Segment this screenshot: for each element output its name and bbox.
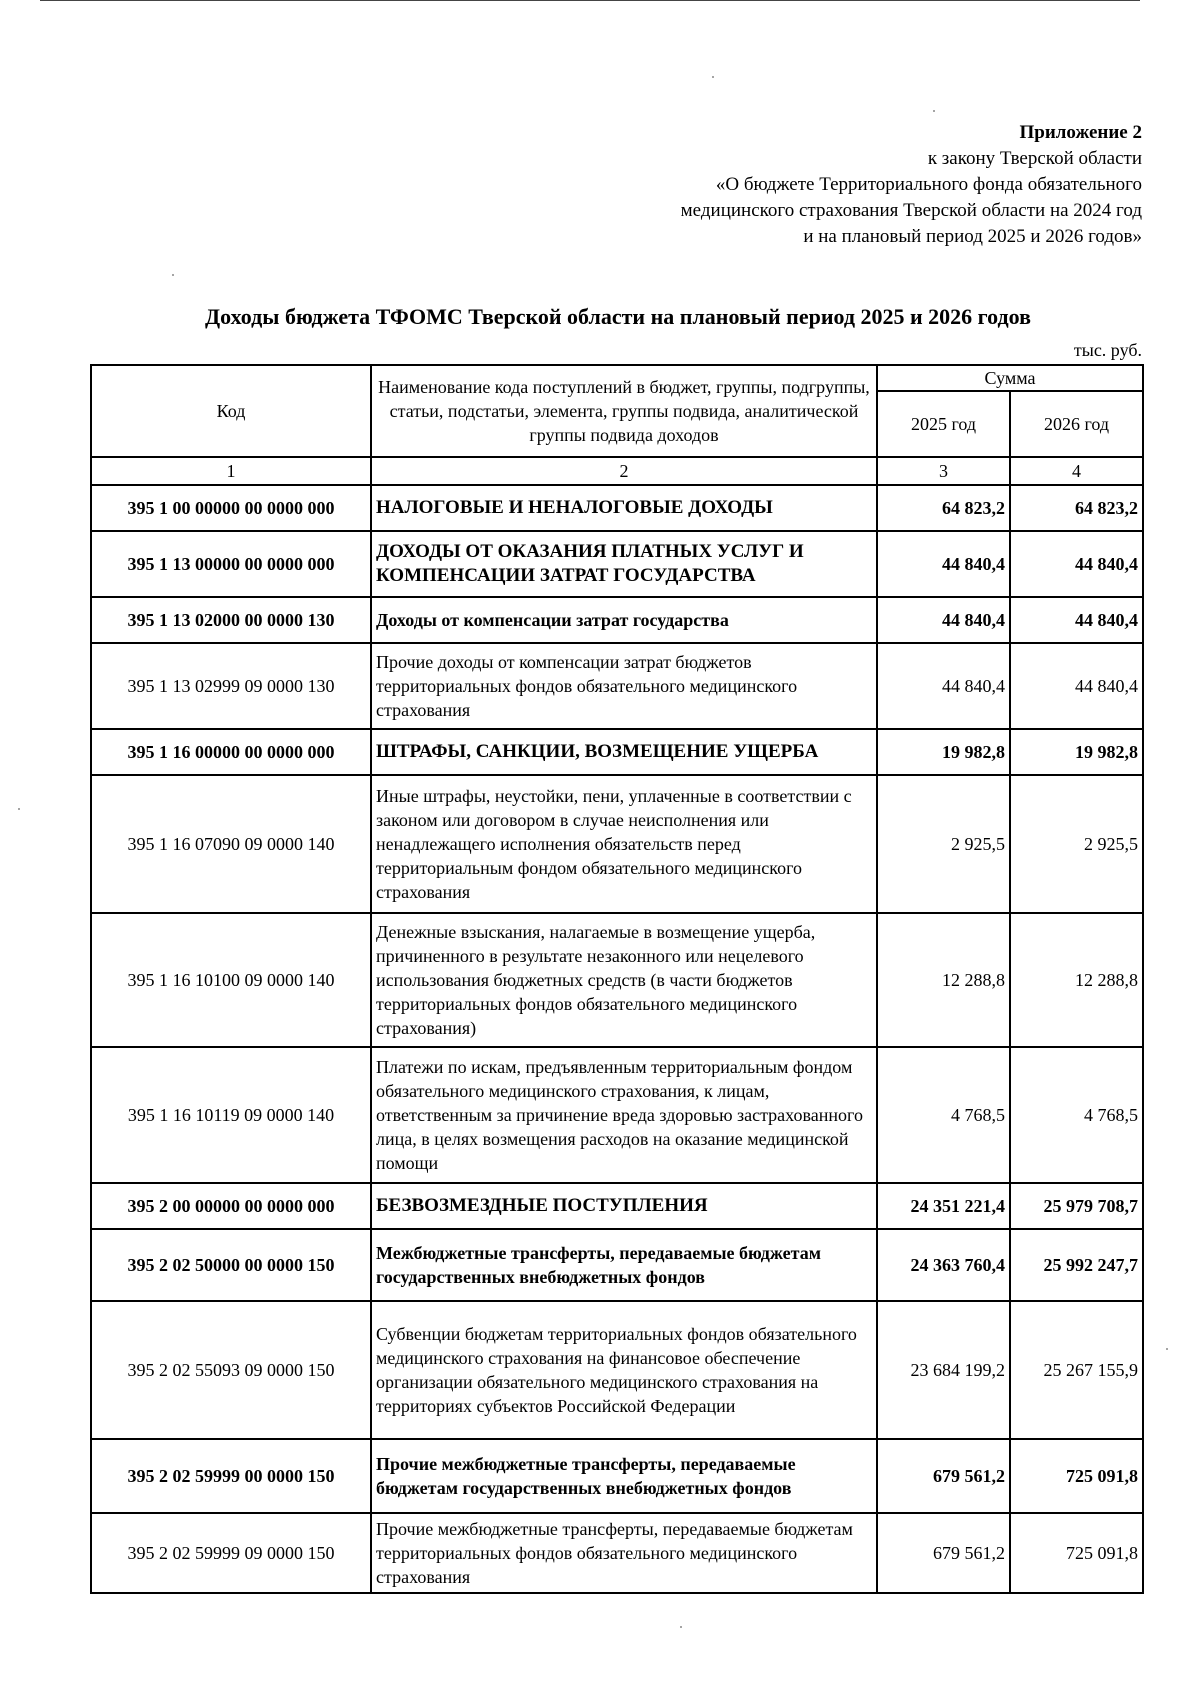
row-value-2025: 44 840,4 xyxy=(877,531,1010,597)
row-value-2025: 64 823,2 xyxy=(877,485,1010,531)
header-sum: Сумма xyxy=(877,365,1143,391)
table-row xyxy=(91,1301,1143,1439)
document-title: Доходы бюджета ТФОМС Тверской области на плановый период 2025 и 2026 годов xyxy=(205,304,1031,329)
appendix-line-4: и на плановый период 2025 и 2026 годов» xyxy=(803,226,1142,247)
row-code: 395 1 16 07090 09 0000 140 xyxy=(91,775,371,913)
row-code: 395 1 16 10100 09 0000 140 xyxy=(91,913,371,1047)
row-value-2025: 19 982,8 xyxy=(877,729,1010,775)
scan-top-edge xyxy=(40,0,1140,1)
row-code: 395 1 16 10119 09 0000 140 xyxy=(91,1047,371,1183)
row-value-2026: 44 840,4 xyxy=(1010,597,1143,643)
scan-speck xyxy=(172,274,174,276)
header-code: Код xyxy=(91,365,371,457)
row-value-2026: 12 288,8 xyxy=(1010,913,1143,1047)
row-code: 395 2 02 50000 00 0000 150 xyxy=(91,1229,371,1301)
row-value-2026: 25 979 708,7 xyxy=(1010,1183,1143,1229)
row-code: 395 2 00 00000 00 0000 000 xyxy=(91,1183,371,1229)
column-number: 3 xyxy=(877,457,1010,485)
table-row xyxy=(91,913,1143,1047)
row-value-2025: 2 925,5 xyxy=(877,775,1010,913)
row-name: Иные штрафы, неустойки, пени, уплаченные в соответствии с законом или договором в случае неисполнения или ненадлежащего исполнения обязательств перед территориальным фондом обязательного медицинского страхования xyxy=(371,775,877,913)
revenue-table xyxy=(90,364,1144,1594)
row-value-2025: 24 351 221,4 xyxy=(877,1183,1010,1229)
row-code: 395 1 13 02000 00 0000 130 xyxy=(91,597,371,643)
row-code: 395 1 00 00000 00 0000 000 xyxy=(91,485,371,531)
appendix-line-2: «О бюджете Территориального фонда обязательного xyxy=(715,174,1142,195)
row-value-2026: 64 823,2 xyxy=(1010,485,1143,531)
table-row xyxy=(91,1183,1143,1229)
row-value-2025: 23 684 199,2 xyxy=(877,1301,1010,1439)
table-row xyxy=(91,643,1143,729)
table-row xyxy=(91,1513,1143,1593)
units-label: тыс. руб. xyxy=(1073,340,1142,360)
header-year-2025: 2025 год xyxy=(877,391,1010,457)
row-name: ДОХОДЫ ОТ ОКАЗАНИЯ ПЛАТНЫХ УСЛУГ И КОМПЕНСАЦИИ ЗАТРАТ ГОСУДАРСТВА xyxy=(371,531,877,597)
header-name: Наименование кода поступлений в бюджет, группы, подгруппы, статьи, подстатьи, элемента, группы подвида, аналитической группы подвида доходов xyxy=(371,365,877,457)
table-row xyxy=(91,775,1143,913)
row-value-2025: 679 561,2 xyxy=(877,1513,1010,1593)
table-row xyxy=(91,531,1143,597)
appendix-title: Приложение 2 xyxy=(1019,122,1142,143)
column-number: 2 xyxy=(371,457,877,485)
row-value-2025: 679 561,2 xyxy=(877,1439,1010,1513)
row-value-2026: 44 840,4 xyxy=(1010,643,1143,729)
scan-speck xyxy=(18,808,20,810)
row-name: Платежи по искам, предъявленным территориальным фондом обязательного медицинского страхования, к лицам, ответственным за причинение вреда здоровью застрахованного лица, в целях возмещения расходов на оказание медицинской помощи xyxy=(371,1047,877,1183)
row-name: Прочие доходы от компенсации затрат бюджетов территориальных фондов обязательного медицинского страхования xyxy=(371,643,877,729)
table-row xyxy=(91,485,1143,531)
row-value-2026: 44 840,4 xyxy=(1010,531,1143,597)
row-name: Доходы от компенсации затрат государства xyxy=(371,597,877,643)
row-code: 395 2 02 59999 09 0000 150 xyxy=(91,1513,371,1593)
row-name: Прочие межбюджетные трансферты, передаваемые бюджетам государственных внебюджетных фондов xyxy=(371,1439,877,1513)
header-year-2026: 2026 год xyxy=(1010,391,1143,457)
row-value-2025: 12 288,8 xyxy=(877,913,1010,1047)
table-row xyxy=(91,1439,1143,1513)
row-name: ШТРАФЫ, САНКЦИИ, ВОЗМЕЩЕНИЕ УЩЕРБА xyxy=(371,729,877,775)
row-code: 395 1 13 00000 00 0000 000 xyxy=(91,531,371,597)
scan-speck xyxy=(1166,1348,1168,1350)
row-code: 395 2 02 55093 09 0000 150 xyxy=(91,1301,371,1439)
scan-speck xyxy=(933,110,935,112)
row-value-2025: 44 840,4 xyxy=(877,643,1010,729)
row-name: Межбюджетные трансферты, передаваемые бюджетам государственных внебюджетных фондов xyxy=(371,1229,877,1301)
scan-speck xyxy=(680,1626,682,1628)
column-number-row xyxy=(91,457,1143,485)
row-name: Денежные взыскания, налагаемые в возмещение ущерба, причиненного в результате незаконного или нецелевого использования бюджетных средств (в части бюджетов территориальных фондов обязательного медицинского страхования) xyxy=(371,913,877,1047)
column-number: 4 xyxy=(1010,457,1143,485)
row-value-2025: 4 768,5 xyxy=(877,1047,1010,1183)
row-code: 395 1 13 02999 09 0000 130 xyxy=(91,643,371,729)
column-number: 1 xyxy=(91,457,371,485)
row-value-2026: 19 982,8 xyxy=(1010,729,1143,775)
appendix-line-1: к закону Тверской области xyxy=(927,148,1142,169)
row-value-2026: 25 992 247,7 xyxy=(1010,1229,1143,1301)
row-code: 395 2 02 59999 00 0000 150 xyxy=(91,1439,371,1513)
row-name: НАЛОГОВЫЕ И НЕНАЛОГОВЫЕ ДОХОДЫ xyxy=(371,485,877,531)
row-value-2026: 25 267 155,9 xyxy=(1010,1301,1143,1439)
row-value-2026: 725 091,8 xyxy=(1010,1513,1143,1593)
table-row xyxy=(91,1229,1143,1301)
row-value-2026: 725 091,8 xyxy=(1010,1439,1143,1513)
row-code: 395 1 16 00000 00 0000 000 xyxy=(91,729,371,775)
row-value-2025: 24 363 760,4 xyxy=(877,1229,1010,1301)
row-value-2026: 2 925,5 xyxy=(1010,775,1143,913)
scan-speck xyxy=(712,76,714,78)
appendix-block xyxy=(681,120,1142,250)
row-value-2026: 4 768,5 xyxy=(1010,1047,1143,1183)
appendix-line-3: медицинского страхования Тверской области на 2024 год xyxy=(680,200,1142,221)
table-row xyxy=(91,1047,1143,1183)
row-name: Прочие межбюджетные трансферты, передаваемые бюджетам территориальных фондов обязательного медицинского страхования xyxy=(371,1513,877,1593)
row-value-2025: 44 840,4 xyxy=(877,597,1010,643)
table-row xyxy=(91,729,1143,775)
table-row xyxy=(91,597,1143,643)
row-name: Субвенции бюджетам территориальных фондов обязательного медицинского страхования на финансовое обеспечение организации обязательного медицинского страхования на территориях субъектов Российской Федерации xyxy=(371,1301,877,1439)
row-name: БЕЗВОЗМЕЗДНЫЕ ПОСТУПЛЕНИЯ xyxy=(371,1183,877,1229)
